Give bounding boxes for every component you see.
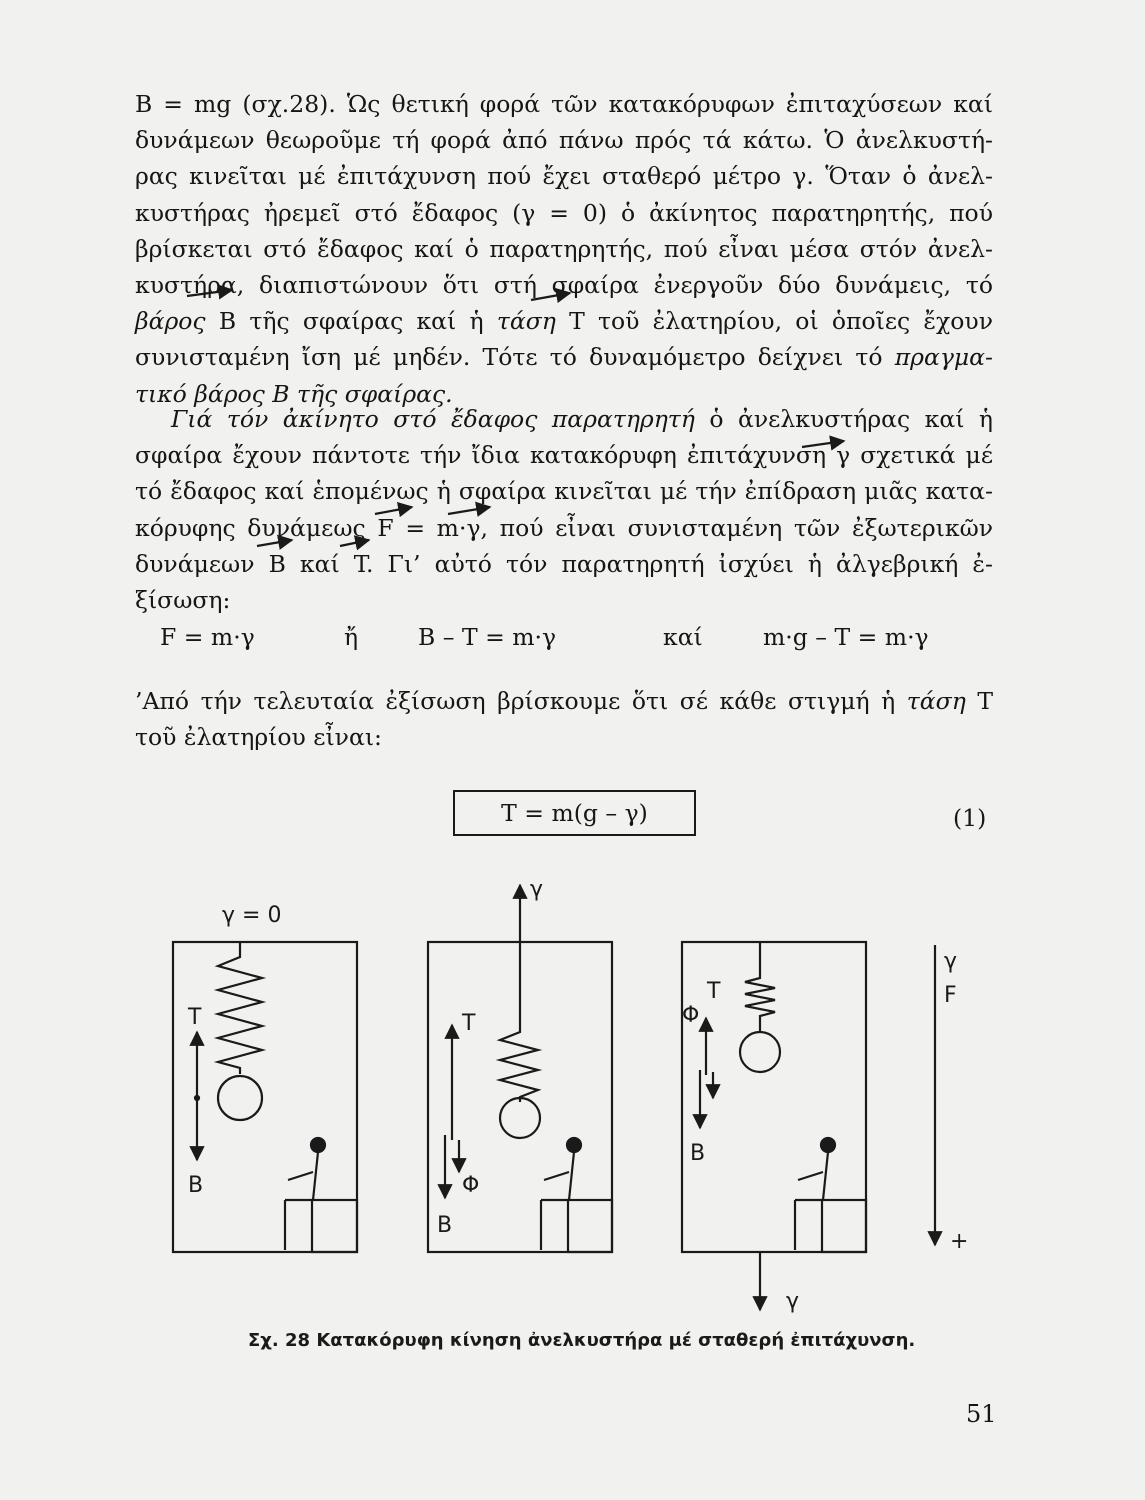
- text-span: T: [965, 687, 993, 715]
- label-gamma: γ: [944, 949, 958, 974]
- text-span: σφαίρα ἔχουν πάντοτε τήν ἴδια κατακόρυφη ἐπιτάχυνση: [135, 441, 837, 470]
- text-span: σχετικά μέ: [850, 441, 993, 470]
- seated-observer: [285, 1138, 357, 1252]
- label-gamma: γ: [530, 877, 544, 902]
- vector-arrows: [187, 290, 844, 546]
- label-T: T: [462, 1011, 476, 1036]
- word-and: καί: [663, 623, 703, 651]
- seated-observer: [541, 1138, 612, 1252]
- label-phi: Φ: [462, 1173, 480, 1198]
- vec-arrow-T: [340, 540, 369, 546]
- equation-1: F = m·γ: [160, 623, 255, 651]
- label-T: T: [707, 979, 721, 1004]
- text-span: τοῦ ἐλατηρίου, οἱ ὁποῖες ἔχουν: [584, 307, 993, 336]
- word-or: ἤ: [344, 623, 359, 651]
- boxed-equation: T = m(g – γ): [453, 790, 696, 836]
- text-span: ὁ ἀνελκυστήρας καί ἡ: [694, 405, 993, 433]
- page-number: 51: [966, 1400, 997, 1428]
- vector-T: T: [353, 549, 366, 578]
- force-origin: [195, 1096, 199, 1100]
- vector-gamma: γ: [466, 513, 481, 542]
- equation-number: (1): [953, 804, 987, 832]
- label-B: B: [437, 1213, 453, 1238]
- vec-arrow-gamma: [448, 507, 490, 514]
- text-span: συνισταμένη ἴση μέ μηδέν. Τότε τό δυναμόμετρο δείχνει τό: [135, 343, 895, 372]
- label-plus: +: [950, 1229, 969, 1254]
- text-span: κόρυφης δυνάμεως: [135, 513, 378, 542]
- italic-word: τάση: [906, 687, 966, 715]
- ball: [218, 1076, 262, 1120]
- text-line: βρίσκεται στό ἔδαφος καί ὁ παρατηρητής, πού εἶναι μέσα στόν ἀνελ-: [135, 234, 993, 263]
- figure-caption: Σχ. 28 Κατακόρυφη κίνηση ἀνελκυστήρα μέ σταθερή ἐπιτάχυνση.: [248, 1330, 916, 1351]
- label-gamma-zero: γ = 0: [222, 903, 282, 928]
- vector-B: B: [268, 549, 286, 578]
- label-F: F: [944, 983, 957, 1008]
- italic-phrase: Γιά τόν ἀκίνητο στό ἔδαφος παρατηρητή: [171, 405, 695, 433]
- vector-F: F: [377, 513, 394, 542]
- text-span: , πού εἶναι συνισταμένη τῶν ἐξωτερικῶν: [480, 513, 994, 542]
- text-line: ξίσωση:: [135, 586, 231, 615]
- label-gamma: γ: [786, 1289, 800, 1314]
- elevator-cabin: [173, 942, 357, 1252]
- ball: [740, 1032, 780, 1072]
- text-line: τικό βάρος B τῆς σφαίρας.: [135, 379, 453, 408]
- text-span: δυνάμεων: [135, 549, 269, 578]
- elevator-panel-1: [173, 942, 357, 1252]
- spring: [218, 942, 262, 1074]
- text-span: καί: [285, 549, 354, 578]
- label-phi: Φ: [682, 1003, 700, 1028]
- text-line: τοῦ ἐλατηρίου εἶναι:: [135, 723, 382, 752]
- label-B: B: [188, 1173, 204, 1198]
- vec-arrow-F: [375, 507, 412, 514]
- equation-2: B – T = m·γ: [418, 623, 557, 651]
- spring: [500, 942, 538, 1102]
- vec-arrow-gamma: [802, 441, 844, 447]
- elevator-panel-2: [428, 885, 612, 1252]
- text-line: τό ἔδαφος καί ἑπομένως ἡ σφαίρα κινεῖται μέ τήν ἐπίδραση μιᾶς κατα-: [135, 477, 993, 506]
- equation-3: m·g – T = m·γ: [763, 623, 929, 651]
- text-span: τῆς σφαίρας καί ἡ: [236, 307, 497, 336]
- spring: [745, 942, 775, 1032]
- text-line: ρας κινεῖται μέ ἐπιτάχυνση πού ἔχει σταθερό μέτρο γ. Ὅταν ὁ ἀνελ-: [135, 162, 993, 191]
- vec-arrow-B: [257, 540, 292, 546]
- italic-word: πραγμα-: [894, 343, 993, 372]
- italic-word: τάση: [496, 307, 556, 336]
- ball: [500, 1098, 540, 1138]
- text-span: ’Από τήν τελευταία ἐξίσωση βρίσκουμε ὅτι σέ κάθε στιγμή ἡ: [135, 687, 907, 715]
- vec-arrow-T: [531, 293, 570, 300]
- label-B: B: [690, 1141, 706, 1166]
- vector-gamma: γ: [836, 441, 851, 470]
- text-line: B = mg (σχ.28). Ὡς θετική φορά τῶν κατακόρυφων ἐπιταχύσεων καί: [135, 90, 993, 118]
- seated-observer: [795, 1138, 866, 1252]
- text-span: = m·: [393, 513, 467, 542]
- vec-arrow-B: [187, 290, 232, 296]
- text-line: κυστήρας ἠρεμεῖ στό ἔδαφος (γ = 0) ὁ ἀκίνητος παρατηρητής, πού: [135, 198, 993, 227]
- label-T: T: [188, 1005, 202, 1030]
- text-line: κυστήρα, διαπιστώνουν ὅτι στή σφαίρα ἐνεργοῦν δύο δυνάμεις, τό: [135, 271, 993, 300]
- italic-word: βάρος: [135, 307, 206, 336]
- text-line: δυνάμεων θεωροῦμε τή φορά ἀπό πάνω πρός τά κάτω. Ὁ ἀνελκυστή-: [135, 126, 993, 155]
- vector-T: T: [569, 307, 585, 336]
- text-span: . Γι’ αὐτό τόν παρατηρητή ἰσχύει ἡ ἀλγεβρική ἐ-: [366, 549, 993, 578]
- vector-B: B: [218, 307, 237, 336]
